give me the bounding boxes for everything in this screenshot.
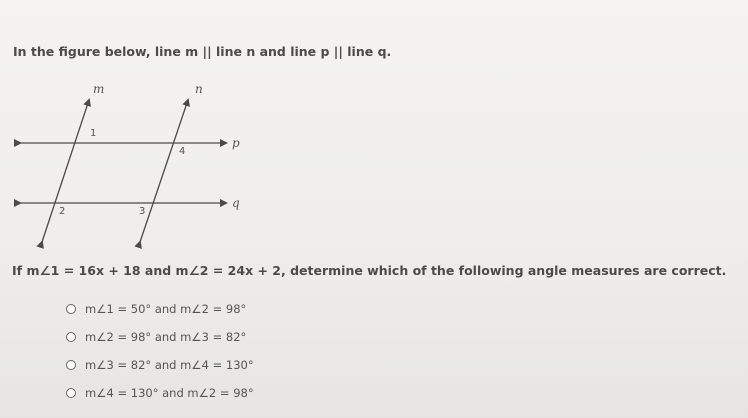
option-2[interactable] [66, 330, 254, 344]
radio-button[interactable] [66, 360, 76, 370]
option-3[interactable] [66, 358, 254, 372]
option-label: m∠2 = 98° and m∠3 = 82° [85, 330, 247, 344]
angle-label-2: 2 [59, 206, 66, 217]
line-label-n: n [195, 82, 203, 96]
option-label: m∠4 = 130° and m∠2 = 98° [85, 386, 254, 400]
angle-label-3: 3 [139, 206, 146, 217]
line-m [42, 100, 89, 242]
radio-button[interactable] [66, 332, 76, 342]
line-label-m: m [93, 82, 105, 96]
option-4[interactable] [66, 386, 254, 400]
radio-button[interactable] [66, 304, 76, 314]
line-n [140, 100, 188, 242]
answer-options [66, 302, 254, 414]
option-label: m∠3 = 82° and m∠4 = 130° [85, 358, 254, 372]
line-label-p: p [232, 136, 240, 150]
angle-label-1: 1 [90, 128, 97, 139]
question-text: If m∠1 = 16x + 18 and m∠2 = 24x + 2, determine which of the following angle measures are correct. [12, 263, 727, 278]
option-1[interactable] [66, 302, 254, 316]
option-label: m∠1 = 50° and m∠2 = 98° [85, 302, 247, 316]
radio-button[interactable] [66, 388, 76, 398]
line-label-q: q [232, 196, 240, 210]
angle-label-4: 4 [179, 146, 186, 157]
problem-statement: In the figure below, line m || line n and line p || line q. [13, 44, 392, 59]
